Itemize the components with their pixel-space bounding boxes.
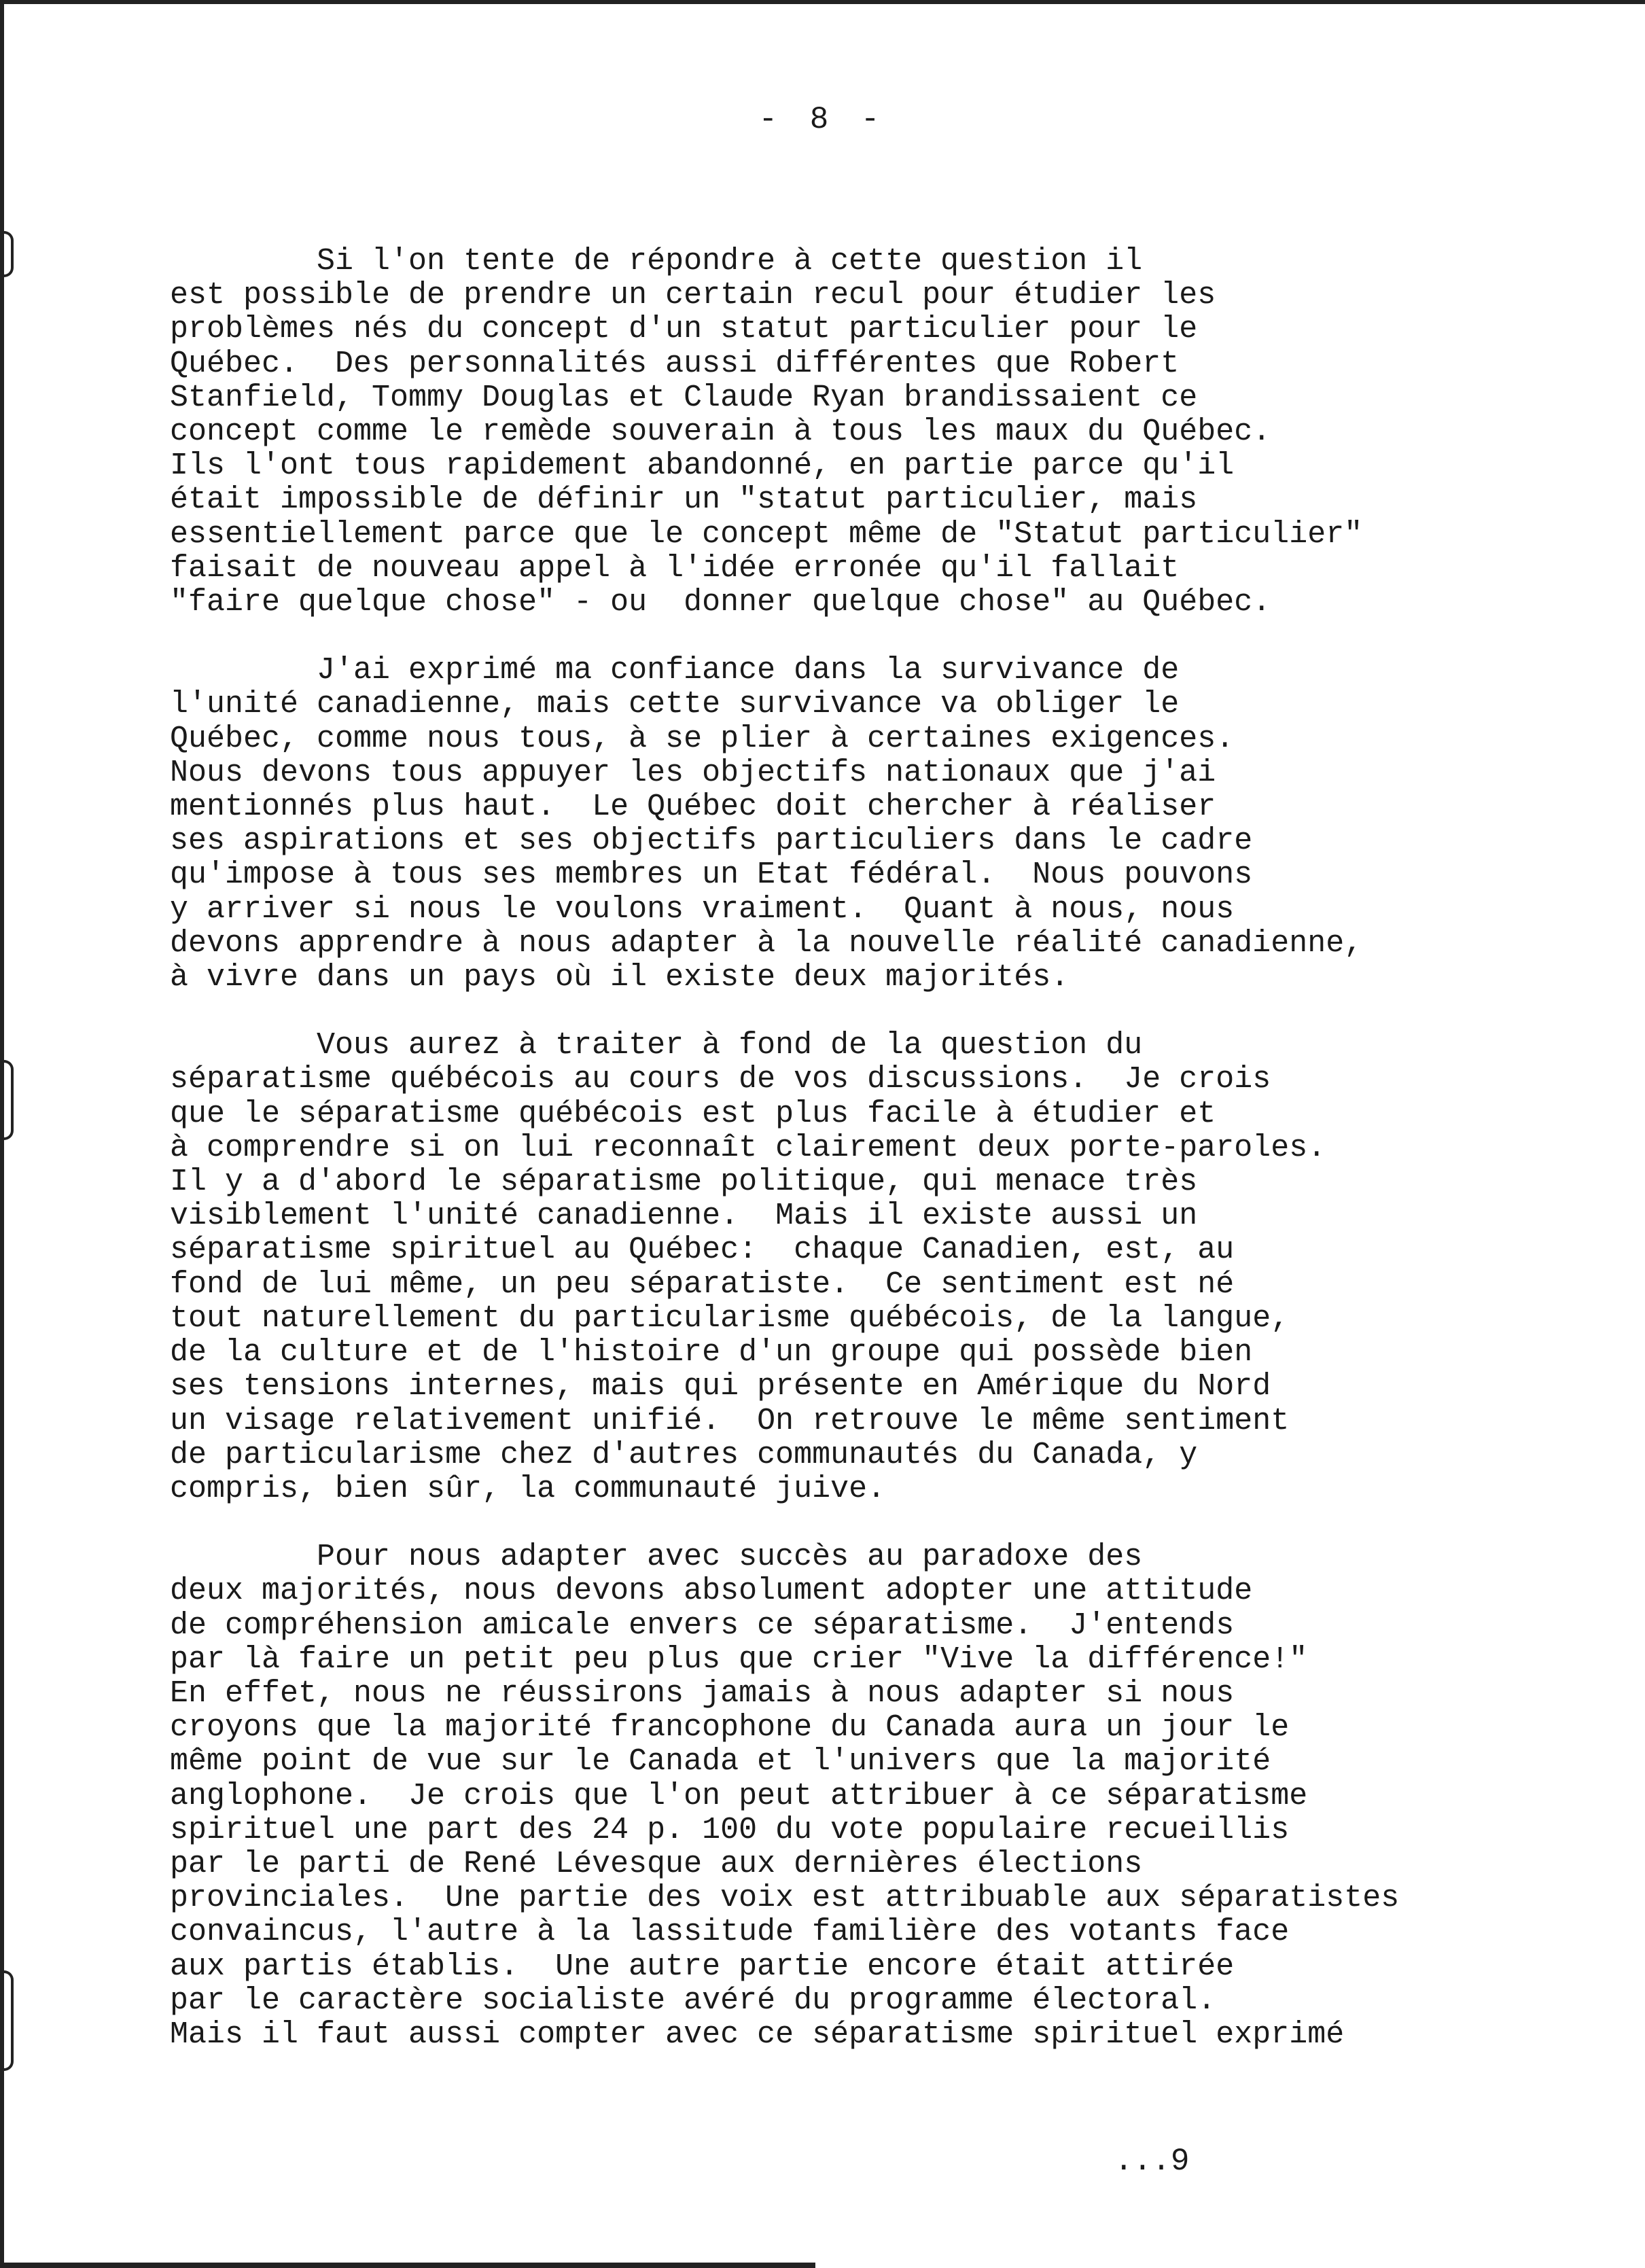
paragraph-gap [170,1506,1597,1540]
text-line: provinciales. Une partie des voix est attribuable aux séparatistes [170,1881,1400,1916]
text-line: qu'impose à tous ses membres un Etat fédéral. Nous pouvons [170,857,1253,893]
text-line: Ils l'ont tous rapidement abandonné, en partie parce qu'il [170,448,1235,484]
text-line: problèmes nés du concept d'un statut particulier pour le [170,312,1198,347]
text-line: Si l'on tente de répondre à cette question il [170,244,1143,279]
text-line: croyons que la majorité francophone du Canada aura un jour le [170,1710,1290,1746]
text-line: ses tensions internes, mais qui présente en Amérique du Nord [170,1369,1271,1404]
page-top-edge [0,0,1645,4]
text-line: séparatisme spirituel au Québec: chaque Canadien, est, au [170,1233,1235,1268]
text-line: y arriver si nous le voulons vraiment. Quant à nous, nous [170,891,1235,927]
continuation-marker: ...9 [1114,2144,1190,2179]
page-number: - 8 - [758,102,887,137]
paragraph-gap [170,620,1597,654]
text-line: essentiellement parce que le concept même de "Statut particulier" [170,516,1363,552]
text-line: spirituel une part des 24 p. 100 du vote populaire recueillis [170,1812,1290,1847]
binding-mark [4,1970,14,2071]
text-line: anglophone. Je crois que l'on peut attribuer à ce séparatisme [170,1778,1308,1813]
text-line: de particularisme chez d'autres communautés du Canada, y [170,1437,1198,1472]
text-line: Il y a d'abord le séparatisme politique, qui menace très [170,1165,1198,1200]
text-line: l'unité canadienne, mais cette survivance va obliger le [170,687,1180,722]
text-line: par là faire un petit peu plus que crier "Vive la différence!" [170,1642,1308,1677]
text-line: visiblement l'unité canadienne. Mais il existe aussi un [170,1199,1198,1234]
text-line: Québec, comme nous tous, à se plier à certaines exigences. [170,721,1235,756]
text-line: Pour nous adapter avec succès au paradoxe des [170,1540,1143,1575]
text-line: que le séparatisme québécois est plus facile à étudier et [170,1096,1216,1131]
text-line: En effet, nous ne réussirons jamais à nous adapter si nous [170,1676,1235,1711]
text-line: ses aspirations et ses objectifs particuliers dans le cadre [170,823,1253,859]
text-line: de compréhension amicale envers ce séparatisme. J'entends [170,1608,1235,1643]
text-line: Mais il faut aussi compter avec ce séparatisme spirituel exprimé [170,2017,1345,2052]
text-line: Vous aurez à traiter à fond de la question du [170,1028,1143,1063]
text-line: par le parti de René Lévesque aux dernières élections [170,1846,1143,1881]
text-line: à comprendre si on lui reconnaît clairement deux porte-paroles. [170,1130,1326,1165]
page-bottom-edge [0,2263,815,2268]
text-line: deux majorités, nous devons absolument adopter une attitude [170,1574,1253,1609]
text-line: Stanfield, Tommy Douglas et Claude Ryan brandissaient ce [170,380,1198,415]
text-line: convaincus, l'autre à la lassitude familière des votants face [170,1915,1290,1950]
text-line: fond de lui même, un peu séparatiste. Ce sentiment est né [170,1266,1235,1302]
binding-mark [4,231,14,277]
text-line: devons apprendre à nous adapter à la nouvelle réalité canadienne, [170,925,1363,961]
text-line: est possible de prendre un certain recul pour étudier les [170,278,1216,313]
text-line: par le caractère socialiste avéré du programme électoral. [170,1983,1216,2018]
text-line: compris, bien sûr, la communauté juive. [170,1471,886,1506]
paragraph [170,1540,1597,2052]
text-line: J'ai exprimé ma confiance dans la survivance de [170,653,1180,688]
text-line: tout naturellement du particularisme québécois, de la langue, [170,1300,1290,1336]
paragraph [170,654,1597,995]
text-line: aux partis établis. Une autre partie encore était attirée [170,1949,1235,1984]
text-line: mentionnés plus haut. Le Québec doit chercher à réaliser [170,790,1216,825]
text-line: de la culture et de l'histoire d'un groupe qui possède bien [170,1335,1253,1370]
text-line: était impossible de définir un "statut particulier, mais [170,482,1198,518]
text-line: Nous devons tous appuyer les objectifs nationaux que j'ai [170,755,1216,790]
text-line: "faire quelque chose" - ou donner quelque chose" au Québec. [170,585,1271,620]
text-line: Québec. Des personnalités aussi différentes que Robert [170,346,1180,381]
text-line: faisait de nouveau appel à l'idée erronée qu'il fallait [170,550,1180,586]
text-line: un visage relativement unifié. On retrouve le même sentiment [170,1403,1290,1438]
document-body [170,245,1597,2052]
paragraph [170,245,1597,620]
text-line: même point de vue sur le Canada et l'univers que la majorité [170,1744,1271,1779]
text-line: concept comme le remède souverain à tous les maux du Québec. [170,414,1271,450]
text-line: séparatisme québécois au cours de vos discussions. Je crois [170,1062,1271,1097]
paragraph-gap [170,995,1597,1029]
text-line: à vivre dans un pays où il existe deux majorités. [170,960,1069,995]
paragraph [170,1029,1597,1506]
binding-mark [4,1060,14,1140]
